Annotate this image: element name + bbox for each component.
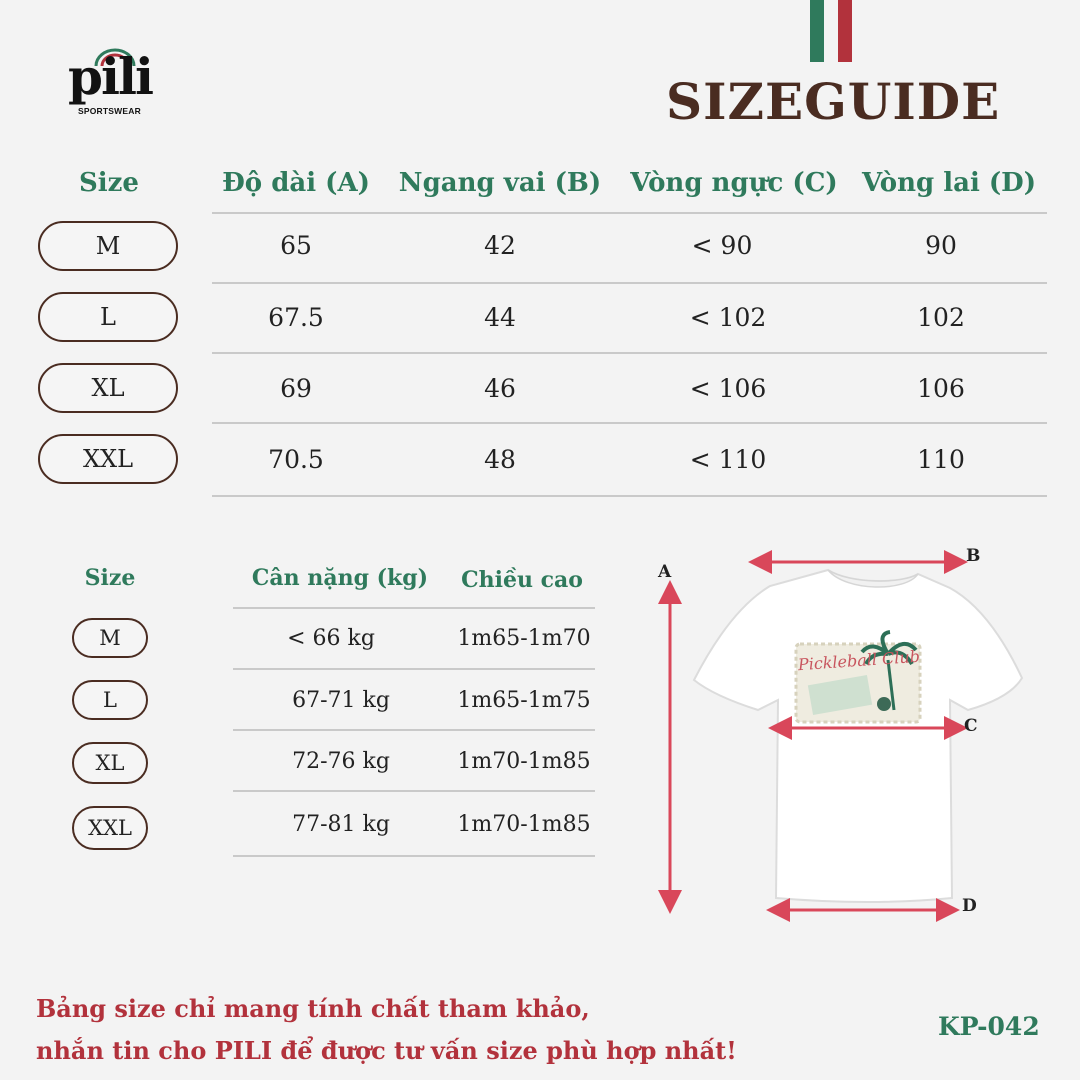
table1-cell-chest: < 102 (689, 303, 767, 332)
table2-divider (233, 607, 595, 609)
table1-cell-shoulder: 42 (484, 231, 516, 260)
label-a: A (658, 562, 672, 582)
tshirt-body (694, 570, 1022, 902)
table2-cell-height: 1m65-1m75 (457, 688, 591, 713)
size-pill-xl: XL (38, 363, 178, 413)
table2-header-height: Chiều cao (461, 567, 583, 593)
logo-tagline: SPORTSWEAR (78, 106, 141, 116)
table1-divider (212, 282, 1047, 284)
label-b: B (966, 546, 981, 566)
logo-wordmark: pili (68, 47, 152, 106)
tshirt-illustration (650, 540, 1030, 940)
table1-divider (212, 495, 1047, 497)
table2-cell-weight: 72-76 kg (292, 749, 390, 774)
table1-cell-hem: 102 (917, 303, 965, 332)
table1-cell-hem: 90 (925, 231, 957, 260)
tshirt-measurement-diagram (650, 540, 1030, 940)
table1-cell-length: 69 (280, 374, 312, 403)
table2-divider (233, 855, 595, 857)
flag-stripe-red (838, 0, 852, 62)
table1-divider (212, 422, 1047, 424)
size-pill-xxl: XXL (38, 434, 178, 484)
table2-divider (233, 668, 595, 670)
size-pill-l: L (38, 292, 178, 342)
table1-cell-hem: 106 (917, 374, 965, 403)
table1-header-size: Size (79, 168, 139, 198)
table1-cell-chest: < 110 (689, 445, 767, 474)
label-d: D (962, 896, 977, 916)
page-title: SIZEGUIDE (666, 72, 1001, 131)
table1-cell-length: 65 (280, 231, 312, 260)
size-pill-xl: XL (72, 742, 148, 784)
table1-header-chest: Vòng ngực (C) (630, 168, 838, 198)
table1-divider (212, 352, 1047, 354)
table1-cell-shoulder: 48 (484, 445, 516, 474)
table1-cell-hem: 110 (917, 445, 965, 474)
table2-cell-height: 1m70-1m85 (457, 749, 591, 774)
table2-cell-height: 1m65-1m70 (457, 626, 591, 651)
size-pill-m: M (72, 618, 148, 658)
footer-note (36, 988, 737, 1072)
size-pill-m: M (38, 221, 178, 271)
table2-header-weight: Cân nặng (kg) (251, 565, 429, 591)
brand-logo (66, 47, 166, 120)
flag-stripe-green (810, 0, 824, 62)
product-code: KP-042 (938, 1012, 1040, 1041)
table2-cell-weight: 67-71 kg (292, 688, 390, 713)
table1-header-length: Độ dài (A) (222, 168, 370, 198)
table1-cell-length: 67.5 (268, 303, 324, 332)
table1-divider (212, 212, 1047, 214)
print-text: Pickleball Club (797, 646, 921, 675)
table1-cell-shoulder: 46 (484, 374, 516, 403)
table1-cell-chest: < 90 (691, 231, 753, 260)
table1-cell-chest: < 106 (689, 374, 767, 403)
table1-cell-shoulder: 44 (484, 303, 516, 332)
table1-cell-length: 70.5 (268, 445, 324, 474)
table2-divider (233, 729, 595, 731)
footer-line-1: Bảng size chỉ mang tính chất tham khảo, (36, 994, 590, 1023)
italian-flag (810, 0, 852, 62)
table1-header-hem: Vòng lai (D) (861, 168, 1037, 198)
size-pill-xxl: XXL (72, 806, 148, 850)
table1-header-shoulder: Ngang vai (B) (398, 168, 602, 198)
size-pill-l: L (72, 680, 148, 720)
table2-cell-height: 1m70-1m85 (457, 812, 591, 837)
table2-cell-weight: 77-81 kg (292, 812, 390, 837)
label-c: C (964, 716, 978, 736)
table2-cell-weight: < 66 kg (287, 626, 375, 651)
flag-stripe-white (824, 0, 838, 62)
table2-divider (233, 790, 595, 792)
footer-line-2: nhắn tin cho PILI để được tư vấn size phù hợp nhất! (36, 1036, 737, 1065)
table2-header-size: Size (84, 565, 136, 591)
